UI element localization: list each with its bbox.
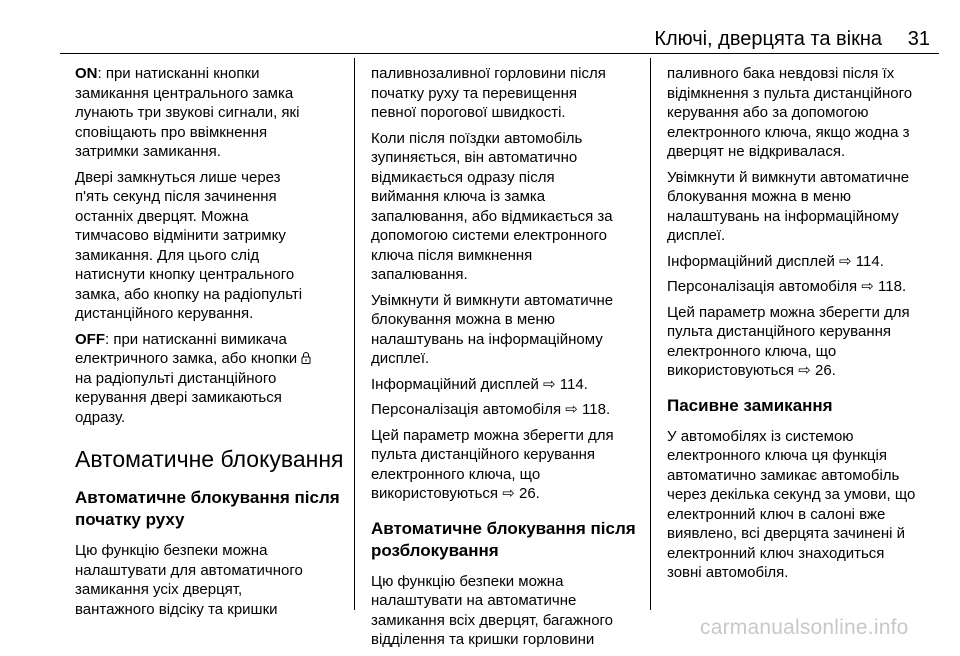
column-3 [667, 64, 929, 589]
paragraph-delay-description: Двері замкнуться лише через п'ять секунд після зачинення останніх дверцят. Можна тимчасово відмінити затримку замикання. Для цього слід натиснути кнопку центрального замка, або кнопку на радіопульті дистанційного керування. [75, 168, 303, 322]
lock-icon [301, 350, 311, 362]
reference-personalization-2[interactable]: Персоналізація автомобіля ⇨ 118. [667, 278, 907, 295]
watermark: carmanualsonline.info [700, 616, 909, 639]
reference-personalization[interactable]: Персоналізація автомобіля ⇨ 118. [371, 401, 611, 418]
reference-info-display[interactable]: Інформаційний дисплей ⇨ 114. [371, 375, 588, 393]
arrow-right-icon: ⇨ [502, 485, 515, 502]
reference-info-display-2[interactable]: Інформаційний дисплей ⇨ 114. [667, 252, 884, 270]
paragraph-settings-menu-2: Увімкнути й вимкнути автоматичне блокування можна в меню налаштувань на інформаційному дисплеї. [667, 168, 910, 244]
page-number: 31 [907, 28, 930, 50]
section-title: Автоматичне блокування [75, 446, 344, 472]
column-1 [75, 64, 344, 625]
arrow-right-icon: ⇨ [543, 375, 556, 393]
arrow-right-icon: ⇨ [565, 401, 578, 418]
subsection-title-passive-locking: Пасивне замикання [667, 395, 833, 415]
column-divider-right [650, 58, 651, 610]
paragraph-continued: паливнозаливної горловини після початку руху та перевищення певної порогової швидкості. [371, 65, 606, 121]
paragraph-function-intro: Цю функцію безпеки можна налаштувати для автоматичного замикання усіх дверцят, вантажного відсіку та кришки [75, 542, 303, 618]
paragraph-continued-2: паливного бака невдовзі після їх відімкнення з пульта дистанційного керування або за допомогою електронного ключа, якщо жодна з дверцят не відкривалася. [667, 65, 913, 160]
header-title: Ключі, дверцята та вікна [654, 28, 882, 50]
paragraph-function-intro-2: Цю функцію безпеки можна налаштувати на автоматичне замикання всіх дверцят, багажного відділення та кришки горловини [371, 572, 614, 648]
page-header [0, 0, 960, 56]
paragraph-passive-locking: У автомобілях із системою електронного ключа ця функція автоматично замикає автомобіль через декілька секунд за умови, що електронний ключ в салоні вже виявлено, всі дверцята зачинені й електронний ключ знаходиться зовні автомобіля. [667, 427, 916, 581]
arrow-right-icon: ⇨ [839, 252, 852, 270]
column-divider-left [354, 58, 355, 610]
column-2 [371, 64, 636, 656]
paragraph-save-setting: Цей параметр можна зберегти для пульта дистанційного керування електронного ключа, що використовуються ⇨ 26. [371, 426, 614, 502]
term-off: OFF [75, 330, 105, 348]
subsection-title-after-start: Автоматичне блокування після початку руху [75, 488, 340, 529]
subsection-title-after-unlock: Автоматичне блокування після розблокування [371, 518, 636, 560]
paragraph-on-option: ON: при натисканні кнопки замикання центрального замка лунають три звукові сигнали, які сповіщають про ввімкнення затримки замикання. [75, 65, 300, 160]
paragraph-settings-menu: Увімкнути й вимкнути автоматичне блокування можна в меню налаштувань на інформаційному дисплеї. [371, 291, 614, 367]
arrow-right-icon: ⇨ [861, 278, 874, 295]
paragraph-save-setting-2: Цей параметр можна зберегти для пульта дистанційного керування електронного ключа, що використовуються ⇨ 26. [667, 303, 910, 379]
header-rule [60, 53, 939, 54]
reference-page-26[interactable]: 26. [518, 485, 540, 502]
paragraph-unlock-after-stop: Коли після поїздки автомобіль зупиняється, він автоматично відмикається одразу після виймання ключа із замка запалювання, або відмикається за допомогою системи електронного ключа після вимкнення запалювання. [371, 129, 613, 283]
paragraph-off-option: OFF: при натисканні вимикача електричного замка, або кнопки на радіопульті дистанційного керування двері замикаються одразу. [75, 330, 337, 428]
term-on: ON [75, 65, 98, 82]
reference-page-26-2[interactable]: 26. [814, 362, 836, 379]
arrow-right-icon: ⇨ [798, 362, 811, 379]
